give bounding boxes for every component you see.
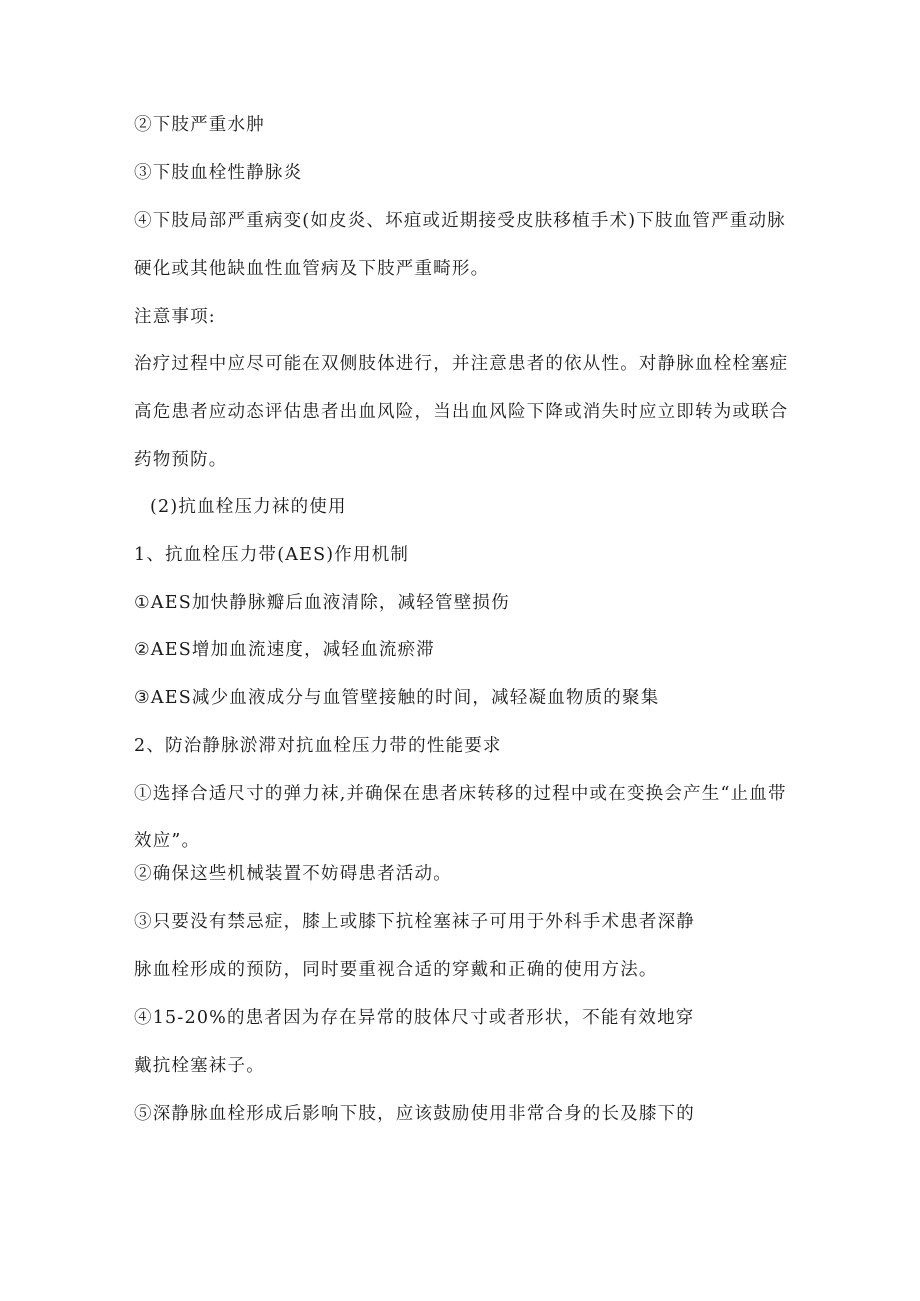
- aes-mechanism-item-2: ②AES增加血流速度，减轻血流瘀滞: [134, 640, 435, 660]
- requirement-item-3-line-2: 脉血栓形成的预防，同时要重视合适的穿戴和正确的使用方法。: [134, 960, 658, 980]
- subheading-aes-mechanism: 1、抗血栓压力带(AES)作用机制: [134, 545, 410, 565]
- contraindication-item-4-line-2: 硬化或其他缺血性血管病及下肢严重畸形。: [134, 259, 490, 279]
- requirement-item-4-line-2: 戴抗栓塞袜子。: [134, 1056, 265, 1076]
- section-heading-stockings: (2)抗血栓压力袜的使用: [150, 497, 347, 517]
- requirement-item-1-line-2: 效应”。: [134, 831, 201, 851]
- requirement-item-3-line-1: ③只要没有禁忌症，膝上或膝下抗栓塞袜子可用于外科手术患者深静: [134, 912, 695, 932]
- notes-paragraph-line-1: 治疗过程中应尽可能在双侧肢体进行，并注意患者的依从性。对静脉血栓栓塞症: [134, 354, 789, 374]
- contraindication-item-3: ③下肢血栓性静脉炎: [134, 163, 303, 183]
- requirement-item-4-line-1: ④15-20%的患者因为存在异常的肢体尺寸或者形状，不能有效地穿: [134, 1008, 695, 1028]
- aes-mechanism-item-1: ①AES加快静脉瓣后血液清除，减轻管壁损伤: [134, 593, 510, 613]
- subheading-performance-requirements: 2、防治静脉淤滞对抗血栓压力带的性能要求: [134, 736, 502, 756]
- contraindication-item-2: ②下肢严重水肿: [134, 115, 265, 135]
- aes-mechanism-item-3: ③AES减少血液成分与血管壁接触的时间，减轻凝血物质的聚集: [134, 688, 660, 708]
- requirement-item-2: ②确保这些机械装置不妨碍患者活动。: [134, 864, 452, 884]
- requirement-item-5-line-1: ⑤深静脉血栓形成后影响下肢，应该鼓励使用非常合身的长及膝下的: [134, 1104, 695, 1124]
- contraindication-item-4-line-1: ④下肢局部严重病变(如皮炎、坏疽或近期接受皮肤移植手术)下肢血管严重动脉: [134, 211, 786, 231]
- notes-paragraph-line-3: 药物预防。: [134, 450, 228, 470]
- requirement-item-1-line-1: ①选择合适尺寸的弹力袜,并确保在患者床转移的过程中或在变换会产生“止血带: [134, 784, 787, 804]
- notes-heading: 注意事项:: [134, 307, 216, 327]
- notes-paragraph-line-2: 高危患者应动态评估患者出血风险，当出血风险下降或消失时应立即转为或联合: [134, 402, 789, 422]
